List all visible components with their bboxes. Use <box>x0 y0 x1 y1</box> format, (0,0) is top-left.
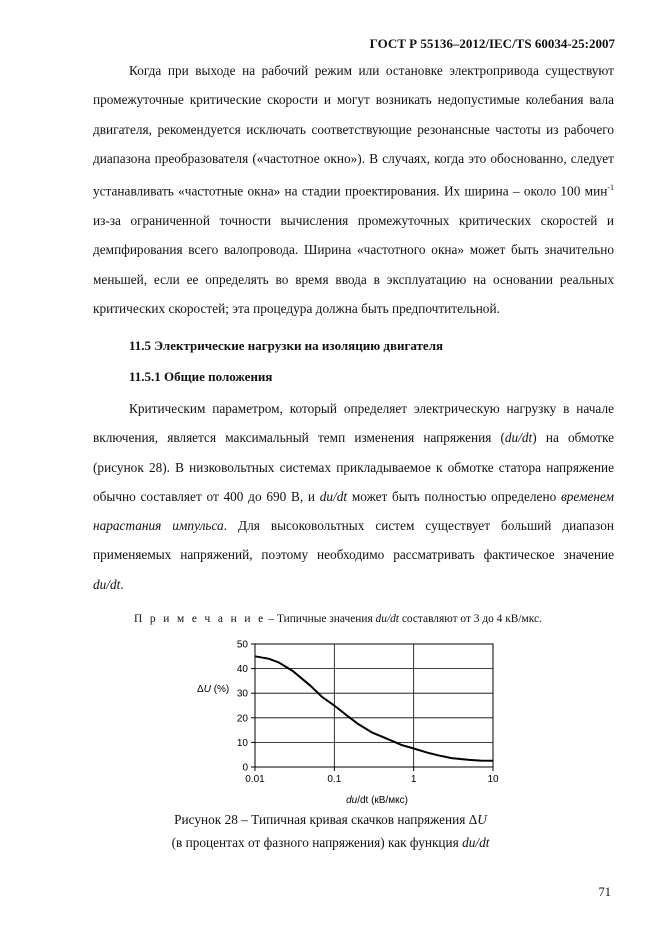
section-heading-11-5-1: 11.5.1 Общие положения <box>129 369 273 384</box>
note-text-b: составляют от 3 до 4 кВ/мкс. <box>398 613 542 625</box>
para2-dudt-3: du/dt <box>93 576 121 592</box>
y-tick-label: 50 <box>236 639 248 651</box>
document-header: ГОСТ Р 55136–2012/IEC/TS 60034-25:2007 <box>369 36 615 51</box>
x-tick-label: 10 <box>487 774 499 785</box>
figure-28-chart <box>185 636 505 808</box>
paragraph-frequency-windows <box>93 56 614 323</box>
page-number: 71 <box>598 885 611 899</box>
para2-text-b: ) на обмотке (рисунок 28). В низковольтных системах прикладываемое к обмотке статора напряжение обычно составляет от 400 до 690 В, и <box>93 430 615 504</box>
chart-y-ticks <box>237 640 255 774</box>
chart-x-axis-label <box>346 795 408 806</box>
chart-y-axis-label <box>197 684 229 695</box>
xlabel-du: du <box>346 795 358 806</box>
ylabel-delta: Δ <box>197 684 204 695</box>
paragraph-general <box>93 394 614 599</box>
ylabel-var: U <box>203 684 211 695</box>
y-tick-label: 10 <box>236 737 248 749</box>
note-label: П р и м е ч а н и е <box>134 613 266 625</box>
figure-caption-line-2 <box>0 835 661 851</box>
para2-text-a: Критическим параметром, который определяет электрическую нагрузку в начале включения, является максимальный темп изменения напряжения ( <box>93 401 614 446</box>
figure-caption-line-1 <box>0 812 661 828</box>
caption-text-b: (в процентах от фазного напряжения) как функция <box>171 835 463 850</box>
x-tick-label: 1 <box>410 774 417 785</box>
chart-x-ticks <box>245 767 499 785</box>
caption-u: U <box>477 812 487 827</box>
para2-dudt-1: du/dt <box>504 430 533 446</box>
chart-plot-frame <box>255 644 493 767</box>
para2-text-e: . <box>120 576 124 592</box>
note-dudt: du/dt <box>375 613 399 625</box>
caption-delta: Δ <box>468 812 478 827</box>
x-tick-label: 0.01 <box>245 774 265 785</box>
note-text-a: – Типичные значения <box>265 613 376 625</box>
y-tick-label: 0 <box>242 762 248 774</box>
para1-text-b: из-за ограниченной точности вычисления промежуточных критических скоростей и демпфирования всего валопровода. Ширина «частотного окна» может быть значительно меньшей, если ее определять во время ввода в эксплуатацию на основании реальных критических скоростей; эта процедура должна быть предпочтительной. <box>93 212 614 316</box>
y-tick-label: 40 <box>236 664 248 676</box>
y-tick-label: 20 <box>236 713 248 725</box>
note <box>134 613 542 625</box>
caption-text-a: Рисунок 28 – Типичная кривая скачков напряжения <box>174 812 469 827</box>
chart-series-line <box>255 656 493 761</box>
chart-grid <box>255 644 493 767</box>
x-tick-label: 0.1 <box>327 774 342 785</box>
ylabel-unit: (%) <box>210 684 230 695</box>
xlabel-unit: (кВ/мкс) <box>368 795 408 806</box>
section-heading-11-5: 11.5 Электрические нагрузки на изоляцию двигателя <box>129 338 444 353</box>
y-tick-label: 30 <box>236 688 248 700</box>
para2-text-c: может быть полностью определено <box>347 488 561 504</box>
xlabel-dt: /dt <box>357 795 369 806</box>
para2-text-d: . Для высоковольтных систем существует больший диапазон применяемых напряжений, поэтому необходимо рассматривать фактическое значение <box>93 518 614 563</box>
para2-rise-time: временем нарастания импульса <box>93 488 614 534</box>
caption-dudt: du/dt <box>462 835 490 850</box>
para1-text-a: Когда при выходе на рабочий режим или остановке электропривода существуют промежуточные критические скорости и могут возникать недопустимые колебания вала двигателя, рекомендуется исключать соответствующие резонансные частоты из рабочего диапазона преобразователя («частотное окно»). В случаях, когда это обоснованно, следует устанавливать «частотные окна» на стадии проектирования. Их ширина – около 100 мин <box>93 63 614 199</box>
para2-dudt-2: du/dt <box>319 488 348 504</box>
para1-superscript: -1 <box>607 183 614 193</box>
